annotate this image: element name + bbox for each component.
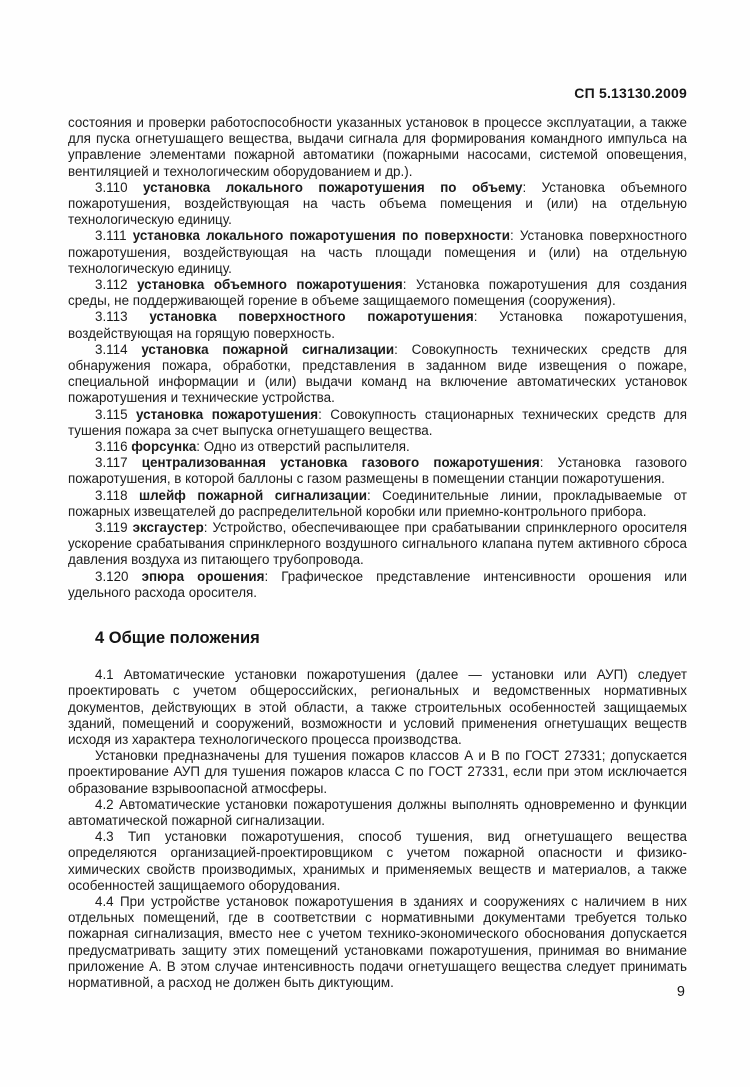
term-definition-paragraph <box>68 277 687 309</box>
body-paragraph: 4.2 Автоматические установки пожаротушения должны выполнять одновременно и функции автоматической пожарной сигнализации. <box>68 796 687 828</box>
term-definition: : Устройство, обеспечивающее при срабатывании спринклерного оросителя ускорение срабатывания спринклерного воздушного сигнального клапана путем активного сброса давления воздуха из питающего трубопровода. <box>68 520 687 568</box>
term-name: установка пожаротушения <box>136 406 319 422</box>
term-number: 3.110 <box>95 179 143 195</box>
term-name: централизованная установка газового пожаротушения <box>141 455 540 471</box>
term-number: 3.119 <box>95 520 133 536</box>
term-definition: : Установка пожаротушения для создания среды, не поддерживающей горение в объеме защищаемого помещения (сооружения). <box>68 277 687 309</box>
term-definition-paragraph <box>68 488 687 520</box>
term-definition: : Соединительные линии, прокладываемые от пожарных извещателей до распределительной коробки или приемно-контрольного прибора. <box>68 487 687 519</box>
term-number: 3.111 <box>95 228 133 244</box>
term-definition-paragraph <box>68 342 687 407</box>
term-number: 3.118 <box>95 487 140 503</box>
body-paragraph: 4.1 Автоматические установки пожаротушения (далее — установки или АУП) следует проектировать с учетом общероссийских, региональных и ведомственных нормативных документов, действующих в этой области, а также строительных особенностей защищаемых зданий, помещений и сооружений, возможности и условий применения огнетушащих веществ исходя из характера технологического процесса производства. <box>68 667 687 747</box>
term-definition-paragraph <box>68 569 687 601</box>
term-definition: : Совокупность технических средств для обнаружения пожара, обработки, представления в заданном виде извещения о пожаре, специальной информации и (или) выдачи команд на включение автоматических установок пожаротушения и технические устройства. <box>68 341 687 406</box>
term-name: установка пожарной сигнализации <box>141 341 395 357</box>
section-heading: 4 Общие положения <box>95 629 260 648</box>
term-definition-paragraph <box>68 439 687 455</box>
term-definition: : Графическое представление интенсивности орошения или удельного расхода оросителя. <box>68 568 688 600</box>
term-number: 3.117 <box>95 455 142 471</box>
term-definition: : Одно из отверстий распылителя. <box>196 439 410 455</box>
term-definition-paragraph <box>68 455 687 487</box>
term-definition: : Установка объемного пожаротушения, воздействующая на часть объема помещения и (или) на отдельную технологическую единицу. <box>68 179 687 228</box>
term-number: 3.112 <box>95 277 138 293</box>
body-paragraph: 4.4 При устройстве установок пожаротушения в зданиях и сооружениях с наличием в них отдельных помещений, где в соответствии с нормативными документами требуется только пожарная сигнализация, вместо нее с учетом технико-экономического обоснования допускается предусматривать защиту этих помещений установками пожаротушения, принимая во внимание приложение А. В этом случае интенсивность подачи огнетушащего вещества следует принимать нормативной, а расход не должен быть диктующим. <box>68 893 687 990</box>
term-definition-paragraph <box>68 228 687 277</box>
term-name: установка локального пожаротушения по поверхности <box>132 228 510 244</box>
term-name: эпюра орошения <box>141 568 265 584</box>
document-code-header: СП 5.13130.2009 <box>574 85 687 101</box>
body-paragraph: 4.3 Тип установки пожаротушения, способ тушения, вид огнетушащего вещества определяются организацией-проектировщиком с учетом пожарной опасности и физико-химических свойств производимых, хранимых и применяемых веществ и материалов, а также особенностей защищаемого оборудования. <box>68 829 687 893</box>
term-definition: : Совокупность стационарных технических средств для тушения пожара за счет выпуска огнетушащего вещества. <box>68 406 687 438</box>
term-name: установка локального пожаротушения по объему <box>143 179 523 195</box>
term-definition: : Установка газового пожаротушения, в которой баллоны с газом размещены в помещении станции пожаротушения. <box>68 455 687 487</box>
term-name: эксгаустер <box>132 520 204 536</box>
term-definition-paragraph <box>68 309 687 341</box>
term-definition-paragraph <box>68 407 687 439</box>
term-definition-paragraph <box>68 180 687 229</box>
body-paragraph: состояния и проверки работоспособности указанных установок в процессе эксплуатации, а также для пуска огнетушащего вещества, выдачи сигнала для формирования командного импульса на управление элементами пожарной автоматики (пожарными насосами, системой оповещения, вентиляцией и технологическим оборудованием и др.). <box>68 115 687 179</box>
body-paragraph: Установки предназначены для тушения пожаров классов А и В по ГОСТ 27331; допускается проектирование АУП для тушения пожаров класса С по ГОСТ 27331, если при этом исключается образование взрывоопасной атмосферы. <box>68 748 687 796</box>
term-name: установка объемного пожаротушения <box>137 277 403 293</box>
term-name: форсунка <box>131 439 197 455</box>
term-name: шлейф пожарной сигнализации <box>139 487 367 503</box>
document-body <box>68 115 687 991</box>
term-number: 3.115 <box>95 406 137 422</box>
term-number: 3.120 <box>95 568 142 584</box>
term-definition-paragraph <box>68 520 687 569</box>
term-number: 3.113 <box>95 309 150 325</box>
term-number: 3.116 <box>95 439 132 455</box>
term-definition: : Установка поверхностного пожаротушения, воздействующая на часть площади помещения и (или) на отдельную технологическую единицу. <box>68 228 687 276</box>
term-name: установка поверхностного пожаротушения <box>149 309 474 325</box>
term-definition: : Установка пожаротушения, воздействующая на горящую поверхность. <box>68 309 687 341</box>
term-number: 3.114 <box>95 341 142 357</box>
page-number: 9 <box>676 984 685 1000</box>
